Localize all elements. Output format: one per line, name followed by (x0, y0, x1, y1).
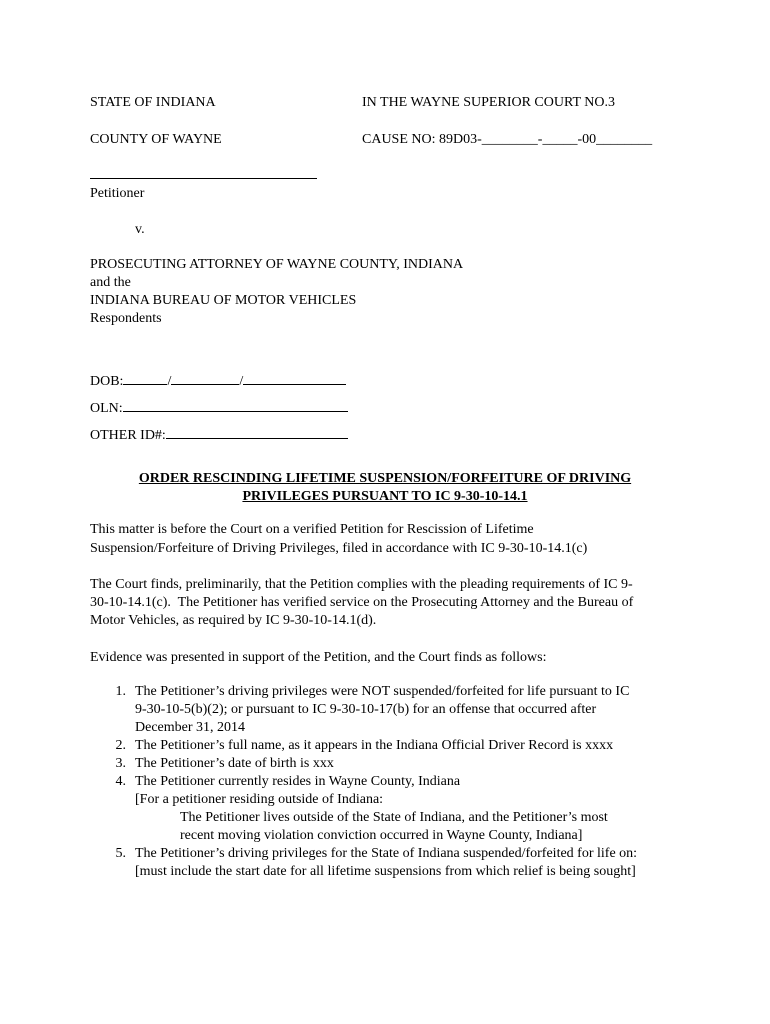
finding-text: The Petitioner currently resides in Wayne County, Indiana (135, 774, 461, 789)
paragraph-1-line-2: Suspension/Forfeiture of Driving Privileges, filed in accordance with IC 9-30-10-14.1(c) (90, 541, 588, 556)
respondent-line-3: INDIANA BUREAU OF MOTOR VEHICLES (90, 293, 357, 308)
paragraph-2-line-2: 30-10-14.1(c). The Petitioner has verified service on the Prosecuting Attorney and the Bureau of (90, 595, 634, 610)
other-id-field (90, 425, 348, 445)
finding-number: 3. (115, 756, 126, 771)
dob-separator: / (167, 374, 172, 389)
paragraph-2-line-1: The Court finds, preliminarily, that the Petition complies with the pleading requirements of IC 9- (90, 577, 633, 592)
paragraph-3: Evidence was presented in support of the Petition, and the Court finds as follows: (90, 650, 547, 665)
finding-text: The Petitioner’s date of birth is xxx (135, 756, 334, 771)
finding-text: [For a petitioner residing outside of Indiana: (135, 792, 384, 807)
oln-label: OLN: (90, 401, 123, 416)
finding-number: 1. (115, 684, 126, 699)
court-heading: IN THE WAYNE SUPERIOR COURT NO.3 (362, 95, 615, 110)
finding-number: 4. (115, 774, 126, 789)
respondents-label: Respondents (90, 311, 162, 326)
finding-text: recent moving violation conviction occurred in Wayne County, Indiana] (180, 828, 583, 843)
finding-text: The Petitioner’s driving privileges were NOT suspended/forfeited for life pursuant to IC (135, 684, 630, 699)
finding-number: 2. (115, 738, 126, 753)
paragraph-1-line-1: This matter is before the Court on a verified Petition for Rescission of Lifetime (90, 522, 534, 537)
dob-year-blank (243, 371, 346, 385)
finding-text: [must include the start date for all lifetime suspensions from which relief is being sought] (135, 864, 636, 879)
finding-text: 9-30-10-5(b)(2); or pursuant to IC 9-30-10-17(b) for an offense that occurred after (135, 702, 597, 717)
respondent-line-2: and the (90, 275, 131, 290)
dob-separator: / (239, 374, 244, 389)
order-title-line-2: PRIVILEGES PURSUANT TO IC 9-30-10-14.1 (242, 489, 528, 504)
oln-blank (123, 398, 348, 412)
dob-month-blank (123, 371, 167, 385)
finding-number: 5. (115, 846, 126, 861)
state-heading: STATE OF INDIANA (90, 95, 216, 110)
dob-day-blank (171, 371, 239, 385)
oln-field (90, 398, 348, 418)
finding-text: The Petitioner’s full name, as it appears in the Indiana Official Driver Record is xxxx (135, 738, 614, 753)
finding-text: The Petitioner lives outside of the State of Indiana, and the Petitioner’s most (180, 810, 608, 825)
petitioner-name-blank (90, 178, 317, 179)
other-id-label: OTHER ID#: (90, 428, 166, 443)
paragraph-2-line-3: Motor Vehicles, as required by IC 9-30-10-14.1(d). (90, 613, 377, 628)
petitioner-label: Petitioner (90, 186, 145, 201)
finding-text: The Petitioner’s driving privileges for the State of Indiana suspended/forfeited for life on: (135, 846, 638, 861)
order-title-line-1: ORDER RESCINDING LIFETIME SUSPENSION/FORFEITURE OF DRIVING (138, 471, 632, 486)
versus-label: v. (135, 222, 145, 237)
finding-text: December 31, 2014 (135, 720, 246, 735)
dob-field (90, 371, 346, 391)
respondent-line-1: PROSECUTING ATTORNEY OF WAYNE COUNTY, INDIANA (90, 257, 464, 272)
other-id-blank (166, 425, 348, 439)
cause-number: CAUSE NO: 89D03-________-_____-00________ (362, 132, 653, 147)
county-heading: COUNTY OF WAYNE (90, 132, 222, 147)
dob-label: DOB: (90, 374, 124, 389)
